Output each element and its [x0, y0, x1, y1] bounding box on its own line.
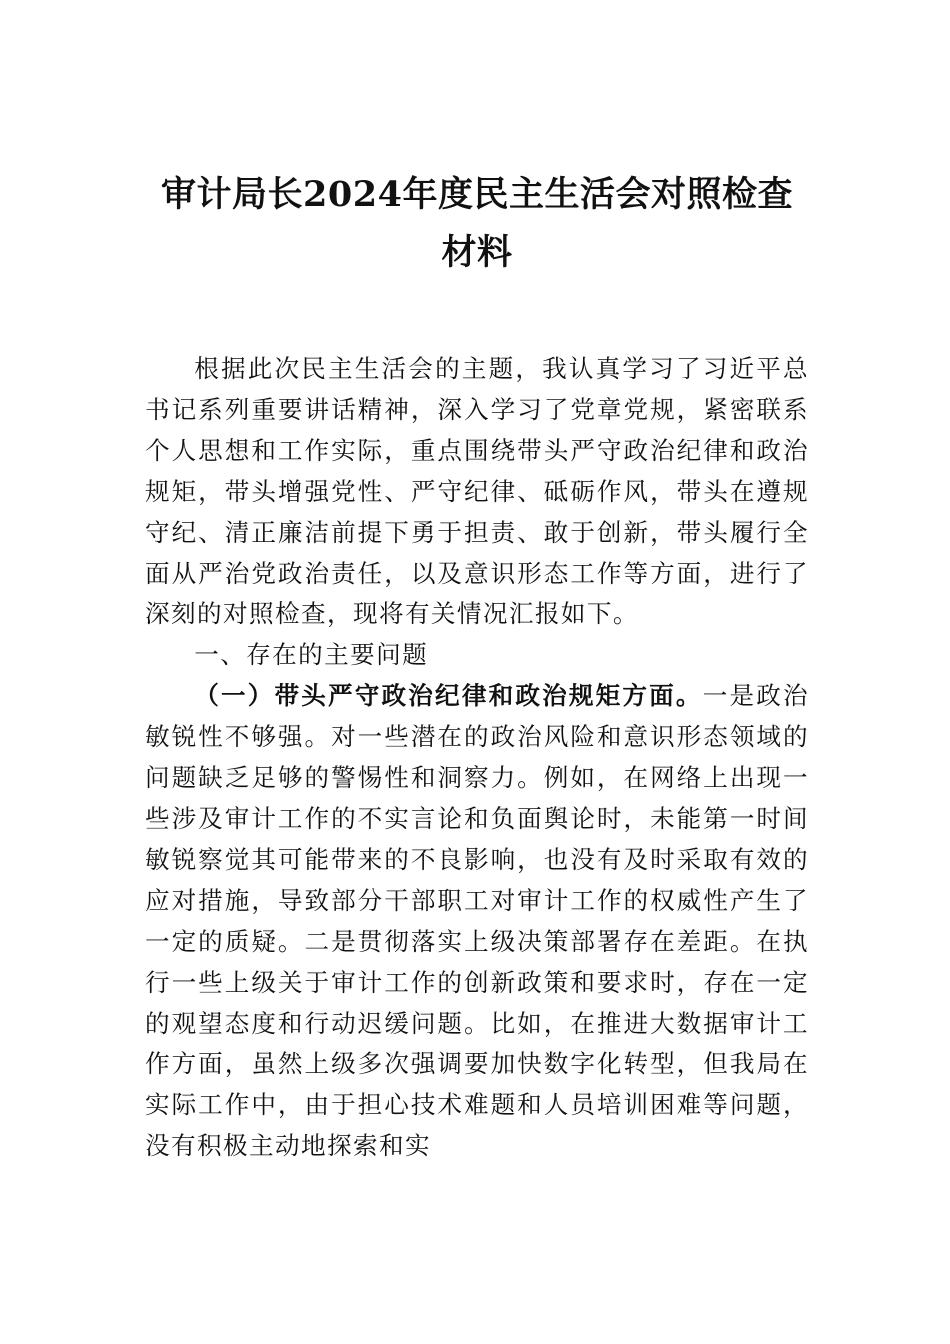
subsection-paragraph [145, 676, 809, 1167]
subsection-heading-political-discipline: （一）带头严守政治纪律和政治规矩方面。 [194, 681, 703, 711]
subsection-text: 一是政治敏锐性不够强。对一些潜在的政治风险和意识形态领域的问题缺乏足够的警惕性和洞察力。例如，在网络上出现一些涉及审计工作的不实言论和负面舆论时，未能第一时间敏锐察觉其可能带来的不良影响，也没有及时采取有效的应对措施，导致部分干部职工对审计工作的权威性产生了一定的质疑。二是贯彻落实上级决策部署存在差距。在执行一些上级关于审计工作的创新政策和要求时，存在一定的观望态度和行动迟缓问题。比如，在推进大数据审计工作方面，虽然上级多次强调要加快数字化转型，但我局在实际工作中，由于担心技术难题和人员培训困难等问题，没有积极主动地探索和实 [145, 681, 809, 1161]
document-title: 审计局长2024年度民主生活会对照检查材料 [161, 174, 793, 273]
intro-paragraph: 根据此次民主生活会的主题，我认真学习了习近平总书记系列重要讲话精神，深入学习了党章党规，紧密联系个人思想和工作实际，重点围绕带头严守政治纪律和政治规矩，带头增强党性、严守纪律、砥砺作风，带头在遵规守纪、清正廉洁前提下勇于担责、敢于创新，带头履行全面从严治党政治责任，以及意识形态工作等方面，进行了深刻的对照检查，现将有关情况汇报如下。 [145, 354, 809, 629]
document-body [145, 349, 809, 1167]
section-heading-problems: 一、存在的主要问题 [194, 640, 429, 670]
